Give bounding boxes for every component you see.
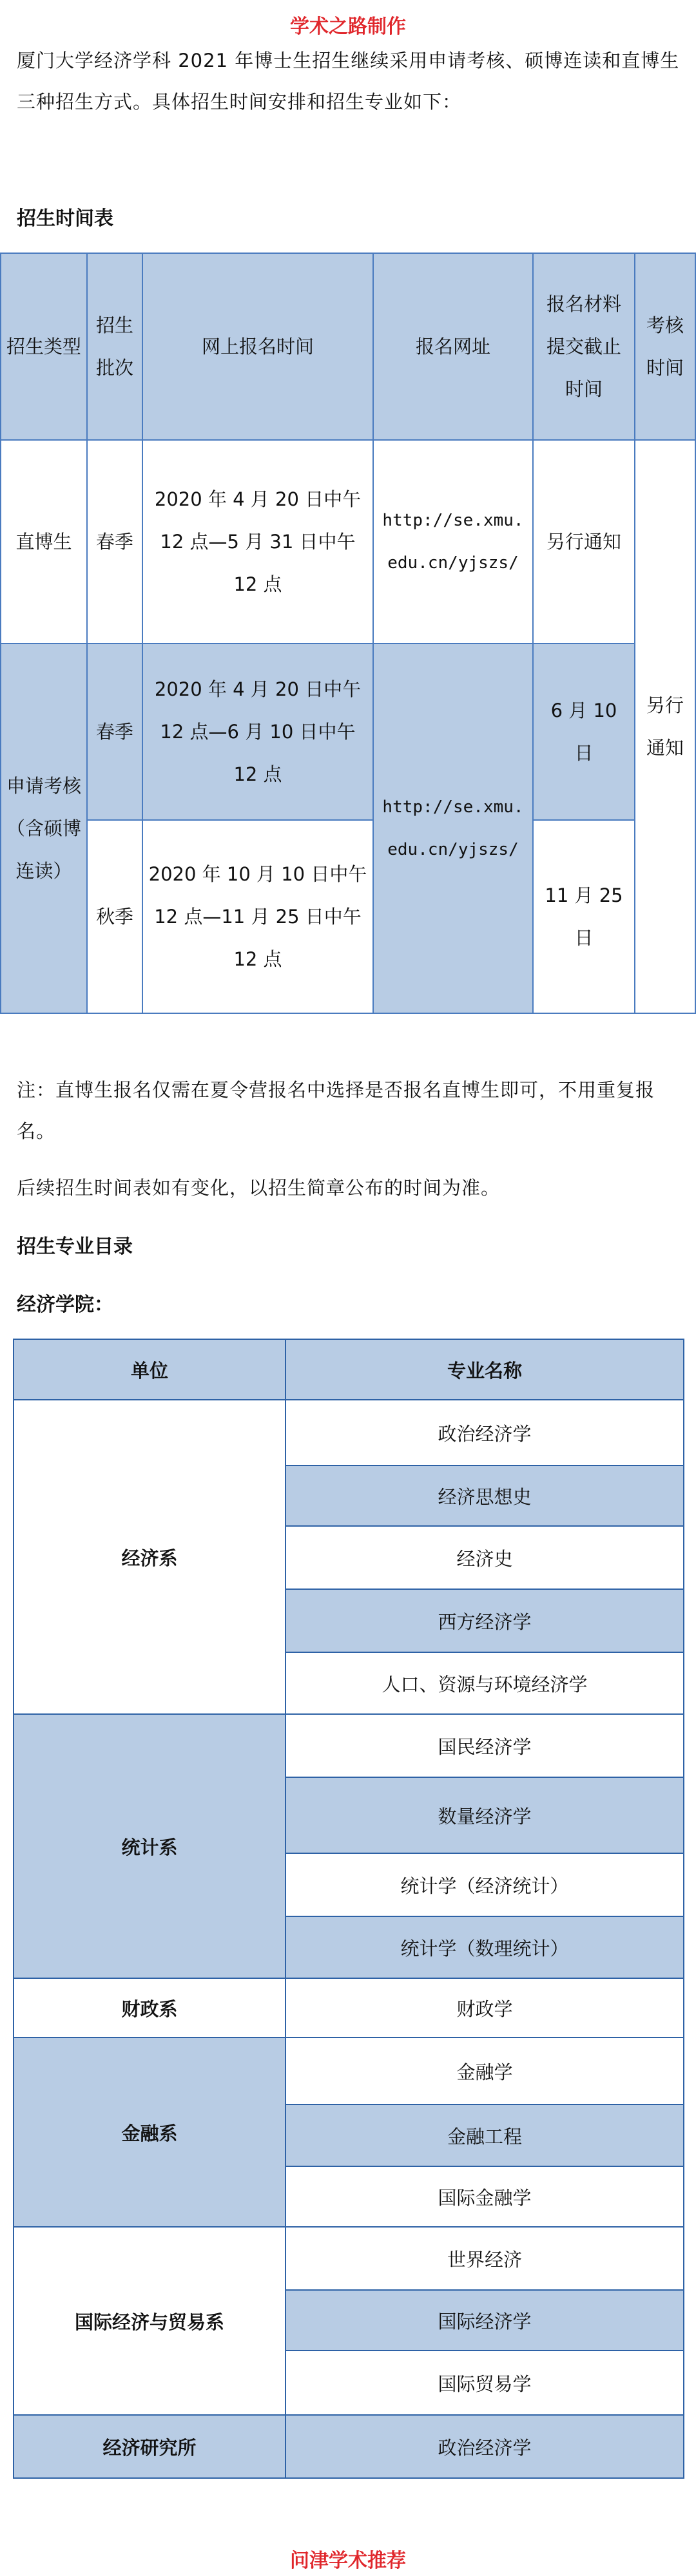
intro-paragraph: 厦门大学经济学科 2021 年博士生招生继续采用申请考核、硕博连读和直博生三种招生方式。具体招生时间安排和招生专业如下： xyxy=(17,50,680,113)
footer-brand: 问津学术推荐 xyxy=(290,2550,406,2572)
major-row xyxy=(14,2037,684,2104)
apply-autumn-deadline: 11 月 25 日 xyxy=(533,820,635,1013)
schedule-header-row xyxy=(1,253,695,440)
apply-url[interactable]: http://se.xmu.edu.cn/yjszs/ xyxy=(373,644,533,1013)
major-name-cell: 统计学（数理统计） xyxy=(285,1916,684,1978)
apply-spring-row xyxy=(1,644,695,820)
header-exam-time: 考核时间 xyxy=(635,253,695,440)
major-name-cell: 国际贸易学 xyxy=(285,2351,684,2415)
school-title: 经济学院： xyxy=(17,1293,113,1316)
unit-cell: 经济系 xyxy=(14,1400,285,1714)
major-row xyxy=(14,1978,684,2037)
apply-spring-deadline: 6 月 10 日 xyxy=(533,644,635,820)
majors-header-row xyxy=(14,1339,684,1400)
major-name-cell: 政治经济学 xyxy=(285,1400,684,1465)
note-paragraph: 注：直博生报名仅需在夏令营报名中选择是否报名直博生即可，不用重复报名。 xyxy=(17,1079,655,1142)
header-online-time: 网上报名时间 xyxy=(142,253,373,440)
unit-cell: 经济研究所 xyxy=(14,2415,285,2478)
major-name-cell: 世界经济 xyxy=(285,2227,684,2290)
major-name-cell: 经济思想史 xyxy=(285,1465,684,1526)
major-name-cell: 财政学 xyxy=(285,1978,684,2037)
apply-spring-time: 2020 年 4 月 20 日中午 12 点—6 月 10 日中午 12 点 xyxy=(142,644,373,820)
major-name-cell: 国际金融学 xyxy=(285,2166,684,2227)
major-name-cell: 金融学 xyxy=(285,2037,684,2104)
header-major: 专业名称 xyxy=(285,1339,684,1400)
major-name-cell: 统计学（经济统计） xyxy=(285,1853,684,1916)
unit-cell: 国际经济与贸易系 xyxy=(14,2227,285,2415)
header-deadline: 报名材料提交截止时间 xyxy=(533,253,635,440)
schedule-title: 招生时间表 xyxy=(17,207,113,230)
unit-cell: 统计系 xyxy=(14,1714,285,1978)
exam-time-cell: 另行通知 xyxy=(635,440,695,1013)
major-row xyxy=(14,2415,684,2478)
unit-cell: 金融系 xyxy=(14,2037,285,2227)
header-batch: 招生批次 xyxy=(87,253,142,440)
major-name-cell: 政治经济学 xyxy=(285,2415,684,2478)
header-unit: 单位 xyxy=(14,1339,285,1400)
major-name-cell: 人口、资源与环境经济学 xyxy=(285,1652,684,1714)
majors-title: 招生专业目录 xyxy=(17,1236,133,1258)
major-name-cell: 西方经济学 xyxy=(285,1589,684,1652)
major-row xyxy=(14,1400,684,1465)
major-name-cell: 国民经济学 xyxy=(285,1714,684,1777)
apply-type: 申请考核（含硕博连读） xyxy=(1,644,87,1013)
apply-spring-batch: 春季 xyxy=(87,644,142,820)
direct-time: 2020 年 4 月 20 日中午 12 点—5 月 31 日中午 12 点 xyxy=(142,440,373,644)
direct-batch: 春季 xyxy=(87,440,142,644)
major-name-cell: 金融工程 xyxy=(285,2104,684,2166)
major-name-cell: 数量经济学 xyxy=(285,1777,684,1853)
header-type: 招生类型 xyxy=(1,253,87,440)
major-row xyxy=(14,1714,684,1777)
direct-type: 直博生 xyxy=(1,440,87,644)
header-brand: 学术之路制作 xyxy=(290,15,406,38)
apply-autumn-time: 2020 年 10 月 10 日中午 12 点—11 月 25 日中午 12 点 xyxy=(142,820,373,1013)
direct-row xyxy=(1,440,695,644)
majors-table xyxy=(13,1339,684,2479)
note2-paragraph: 后续招生时间表如有变化，以招生简章公布的时间为准。 xyxy=(17,1177,501,1199)
major-row xyxy=(14,2227,684,2290)
direct-deadline: 另行通知 xyxy=(533,440,635,644)
apply-autumn-batch: 秋季 xyxy=(87,820,142,1013)
major-name-cell: 经济史 xyxy=(285,1526,684,1589)
schedule-table xyxy=(0,253,696,1014)
apply-autumn-row xyxy=(1,820,695,1013)
direct-url[interactable]: http://se.xmu.edu.cn/yjszs/ xyxy=(373,440,533,644)
unit-cell: 财政系 xyxy=(14,1978,285,2037)
header-url: 报名网址 xyxy=(373,253,533,440)
major-name-cell: 国际经济学 xyxy=(285,2290,684,2351)
